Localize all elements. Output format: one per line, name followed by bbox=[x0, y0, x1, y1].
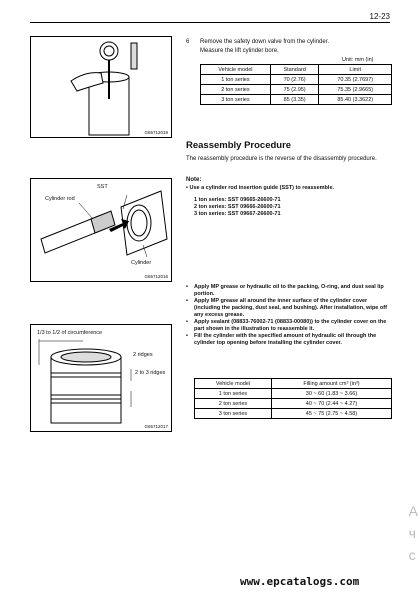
list-item: • Apply MP grease or hydraulic oil to the packing, O-ring, and dust seal lip portion. bbox=[186, 284, 392, 298]
table-cell: 2 ton series bbox=[201, 85, 271, 95]
cylinder-rod-label: Cylinder rod bbox=[45, 196, 75, 202]
step-number: 6 bbox=[186, 39, 190, 45]
table-cell: 3 ton series bbox=[195, 409, 272, 419]
step6-line2: Measure the lift cylinder bore. bbox=[200, 48, 279, 54]
table-row bbox=[195, 389, 392, 399]
edge-artifact: A ч с bbox=[408, 503, 418, 563]
two-to-three-ridges-label: 2 to 3 ridges bbox=[135, 370, 166, 376]
note-bullet bbox=[186, 184, 392, 192]
sst-line: 3 ton series: SST 09667-26600-71 bbox=[194, 211, 281, 217]
sst-list bbox=[194, 197, 281, 218]
table-cell: 75.35 (2.9665) bbox=[319, 85, 392, 95]
cylinder-label: Cylinder bbox=[131, 260, 152, 266]
figure-id: G65712016 bbox=[144, 274, 168, 279]
table-cell: 3 ton series bbox=[201, 95, 271, 105]
step6-line1: Remove the safety down valve from the cylinder. bbox=[200, 39, 330, 45]
reassembly-title: Reassembly Procedure bbox=[186, 140, 292, 151]
sst-line: 2 ton series: SST 09666-26600-71 bbox=[194, 204, 281, 210]
table-cell: 85 (3.35) bbox=[270, 95, 319, 105]
reassembly-text: The reassembly procedure is the reverse of the disassembly procedure. bbox=[186, 156, 377, 162]
table-row bbox=[201, 95, 392, 105]
table-row bbox=[195, 409, 392, 419]
table-cell: 1 ton series bbox=[201, 75, 271, 85]
two-ridges-label: 2 ridges bbox=[133, 352, 153, 358]
bore-header: Limit bbox=[319, 65, 392, 75]
bore-header: Standard bbox=[270, 65, 319, 75]
bullet-icon: • bbox=[186, 185, 188, 191]
oil-table bbox=[194, 378, 392, 419]
table-row bbox=[195, 399, 392, 409]
list-item: • Fill the cylinder with the specified amount of hydraulic oil through the cylinder top opening before installing the cylinder cover. bbox=[186, 333, 392, 347]
table-cell: 70.35 (2.7697) bbox=[319, 75, 392, 85]
figure-id: G65712019 bbox=[144, 130, 168, 135]
unit-label: Unit: mm (in) bbox=[342, 57, 374, 63]
bore-table bbox=[200, 64, 392, 105]
bore-header: Vehicle model bbox=[201, 65, 271, 75]
table-row bbox=[201, 85, 392, 95]
table-cell: 40 ~ 70 (2.44 ~ 4.27) bbox=[271, 399, 391, 409]
instruction-list bbox=[186, 284, 392, 347]
sealant-figure bbox=[30, 324, 172, 432]
oil-header: Filling amount cm³ (in³) bbox=[271, 379, 391, 389]
table-cell: 75 (2.95) bbox=[270, 85, 319, 95]
list-item: • Apply sealant (08833-76002-71 (08833-00080)) to the cylinder cover on the part shown in the illustration to reassemble it. bbox=[186, 319, 392, 333]
header-rule bbox=[30, 22, 390, 23]
sst-insertion-figure bbox=[30, 178, 172, 282]
table-cell: 1 ton series bbox=[195, 389, 272, 399]
table-cell: 85.40 (3.3622) bbox=[319, 95, 392, 105]
table-cell: 30 ~ 60 (1.83 ~ 3.66) bbox=[271, 389, 391, 399]
table-cell: 2 ton series bbox=[195, 399, 272, 409]
list-item: • Apply MP grease all around the inner surface of the cylinder cover (including the packing, dust seal, and bushing). After installation, wipe off any excess grease. bbox=[186, 298, 392, 319]
note-bullet-text: Use a cylinder rod insertion guide (SST) to reassemble. bbox=[189, 185, 335, 191]
site-watermark[interactable]: www.epcatalogs.com bbox=[240, 575, 360, 588]
table-row bbox=[201, 75, 392, 85]
circumference-label: 1/3 to 1/2 of circumference bbox=[37, 330, 103, 336]
table-cell: 70 (2.76) bbox=[270, 75, 319, 85]
sst-line: 1 ton series: SST 09665-26600-71 bbox=[194, 197, 281, 203]
sst-label: SST bbox=[97, 184, 108, 190]
table-cell: 45 ~ 75 (2.75 ~ 4.58) bbox=[271, 409, 391, 419]
bore-measurement-figure bbox=[30, 36, 172, 138]
figure-id: G65712017 bbox=[144, 424, 168, 429]
note-label: Note: bbox=[186, 177, 202, 183]
oil-header: Vehicle model bbox=[195, 379, 272, 389]
page-number: 12-23 bbox=[369, 12, 390, 21]
